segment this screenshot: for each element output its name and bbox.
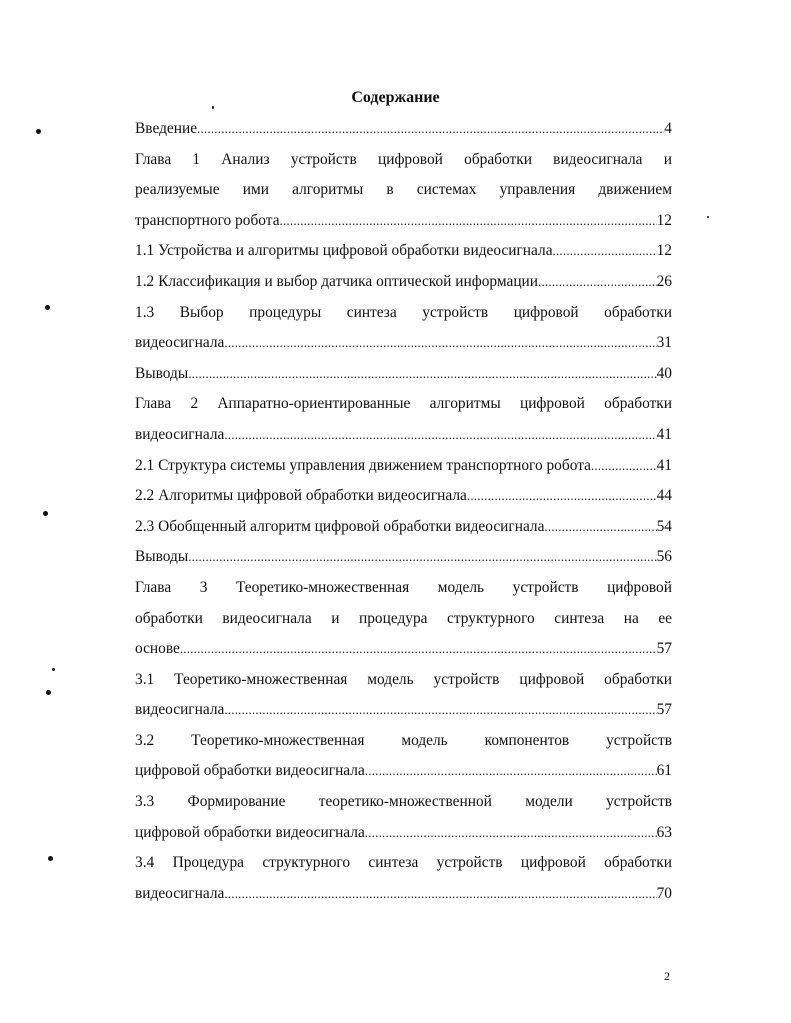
toc-page-number: 41 xyxy=(656,425,672,443)
toc-entry-title: основе xyxy=(135,640,180,658)
dot-leader xyxy=(365,818,657,849)
toc-entry-last-line xyxy=(135,451,672,482)
toc-entry xyxy=(135,359,672,390)
toc-entry-last-line xyxy=(135,542,672,573)
toc-entry xyxy=(135,298,672,359)
toc-entry xyxy=(135,787,672,848)
scan-speck xyxy=(36,129,41,134)
toc-entry-title: Введение xyxy=(135,120,198,137)
toc-entry xyxy=(135,236,672,267)
toc-entry xyxy=(135,726,672,787)
toc-entry xyxy=(135,481,672,512)
dot-leader xyxy=(180,634,657,665)
dot-leader xyxy=(188,359,656,390)
toc-page-number: 57 xyxy=(656,640,672,658)
toc-entry xyxy=(135,573,672,665)
toc-page-number: 54 xyxy=(656,517,672,535)
toc-page-number: 26 xyxy=(656,272,672,290)
toc-entry-last-line xyxy=(135,481,672,512)
toc-entry-title: цифровой обработки видеосигнала xyxy=(135,762,365,780)
toc-page-number: 31 xyxy=(656,334,672,352)
toc-entry-last-line xyxy=(135,818,672,849)
dot-leader xyxy=(365,756,657,787)
dot-leader xyxy=(280,206,657,237)
dot-leader xyxy=(224,328,656,359)
dot-leader xyxy=(544,512,656,543)
toc-page-number: 40 xyxy=(656,364,672,382)
toc-entry-title: видеосигнала xyxy=(135,701,225,719)
toc-entry-last-line xyxy=(135,420,672,451)
toc-entry-text-line: Глава 1 Анализ устройств цифровой обработки видеосигнала и xyxy=(135,150,672,168)
scan-speck xyxy=(43,511,48,516)
toc-entry-last-line xyxy=(135,206,672,237)
dot-leader xyxy=(224,695,656,726)
toc-entry-text-line: Глава 2 Аппаратно-ориентированные алгоритмы цифровой обработки xyxy=(135,395,672,413)
dot-leader xyxy=(538,267,657,298)
toc-page-number: 12 xyxy=(656,242,672,260)
toc-entry-text-line: Глава 3 Теоретико-множественная модель устройств цифровой xyxy=(135,578,672,596)
toc-entry xyxy=(135,114,672,145)
toc-entry-title: 2.3 Обобщенный алгоритм цифровой обработки видеосигнала xyxy=(135,517,545,535)
scan-speck xyxy=(707,216,709,218)
toc-entry-title: 2.1 Структура системы управления движением транспортного робота xyxy=(135,456,591,474)
toc-entry-last-line xyxy=(135,695,672,726)
toc-entry-last-line xyxy=(135,512,672,543)
toc-entry xyxy=(135,145,672,237)
toc-entry-text-line: 3.1 Теоретико-множественная модель устройств цифровой обработки xyxy=(135,670,672,688)
page-title: Содержание xyxy=(351,89,440,106)
toc-entry-last-line xyxy=(135,328,672,359)
toc-page-number: 44 xyxy=(656,487,672,505)
toc-entry-text-line: 3.2 Теоретико-множественная модель компонентов устройств xyxy=(135,731,672,749)
toc-entry xyxy=(135,542,672,573)
dot-leader xyxy=(553,236,657,267)
toc-entry xyxy=(135,389,672,450)
toc-page-number: 57 xyxy=(656,701,672,719)
toc-entry-last-line xyxy=(135,879,672,910)
toc-entry-title: цифровой обработки видеосигнала xyxy=(135,823,365,841)
table-of-contents xyxy=(135,114,672,909)
dot-leader xyxy=(224,420,656,451)
toc-entry-title: транспортного робота xyxy=(135,211,280,229)
toc-entry-title: 1.2 Классификация и выбор датчика оптической информации xyxy=(135,272,539,290)
toc-entry-title: 1.1 Устройства и алгоритмы цифровой обработки видеосигнала xyxy=(135,242,553,260)
toc-entry-last-line xyxy=(135,267,672,298)
toc-entry-title: видеосигнала xyxy=(135,884,225,902)
scan-speck xyxy=(48,856,53,861)
toc-entry-last-line xyxy=(135,114,672,145)
toc-page-number: 56 xyxy=(656,548,672,566)
toc-entry-title: 2.2 Алгоритмы цифровой обработки видеосигнала xyxy=(135,487,467,505)
toc-entry-last-line xyxy=(135,359,672,390)
toc-entry xyxy=(135,665,672,726)
scan-speck xyxy=(52,668,55,671)
toc-entry xyxy=(135,451,672,482)
toc-entry xyxy=(135,848,672,909)
page-number: 2 xyxy=(664,969,670,983)
toc-page-number: 41 xyxy=(656,456,672,474)
dot-leader xyxy=(224,879,656,910)
dot-leader xyxy=(197,114,664,145)
toc-entry-last-line xyxy=(135,236,672,267)
toc-entry xyxy=(135,512,672,543)
scan-speck xyxy=(212,106,214,109)
toc-entry-title: Выводы xyxy=(135,548,189,566)
toc-entry-last-line xyxy=(135,756,672,787)
toc-entry-text-line: обработки видеосигнала и процедура структурного синтеза на ее xyxy=(135,609,672,627)
toc-entry xyxy=(135,267,672,298)
toc-entry-text-line: реализуемые ими алгоритмы в системах управления движением xyxy=(135,181,672,199)
toc-entry-text-line: 3.4 Процедура структурного синтеза устройств цифровой обработки xyxy=(135,854,672,872)
toc-page-number: 61 xyxy=(656,762,672,780)
toc-entry-title: Выводы xyxy=(135,364,189,382)
toc-page-number: 4 xyxy=(664,120,672,137)
toc-page-number: 70 xyxy=(656,884,672,902)
toc-page-number: 12 xyxy=(656,211,672,229)
scan-speck xyxy=(46,690,51,695)
toc-page-number: 63 xyxy=(656,823,672,841)
dot-leader xyxy=(188,542,656,573)
toc-entry-title: видеосигнала xyxy=(135,425,225,443)
dot-leader xyxy=(467,481,657,512)
toc-entry-text-line: 1.3 Выбор процедуры синтеза устройств цифровой обработки xyxy=(135,303,672,321)
scan-speck xyxy=(45,305,50,310)
toc-entry-last-line xyxy=(135,634,672,665)
toc-entry-title: видеосигнала xyxy=(135,334,225,352)
toc-entry-text-line: 3.3 Формирование теоретико-множественной модели устройств xyxy=(135,793,672,811)
dot-leader xyxy=(591,451,657,482)
